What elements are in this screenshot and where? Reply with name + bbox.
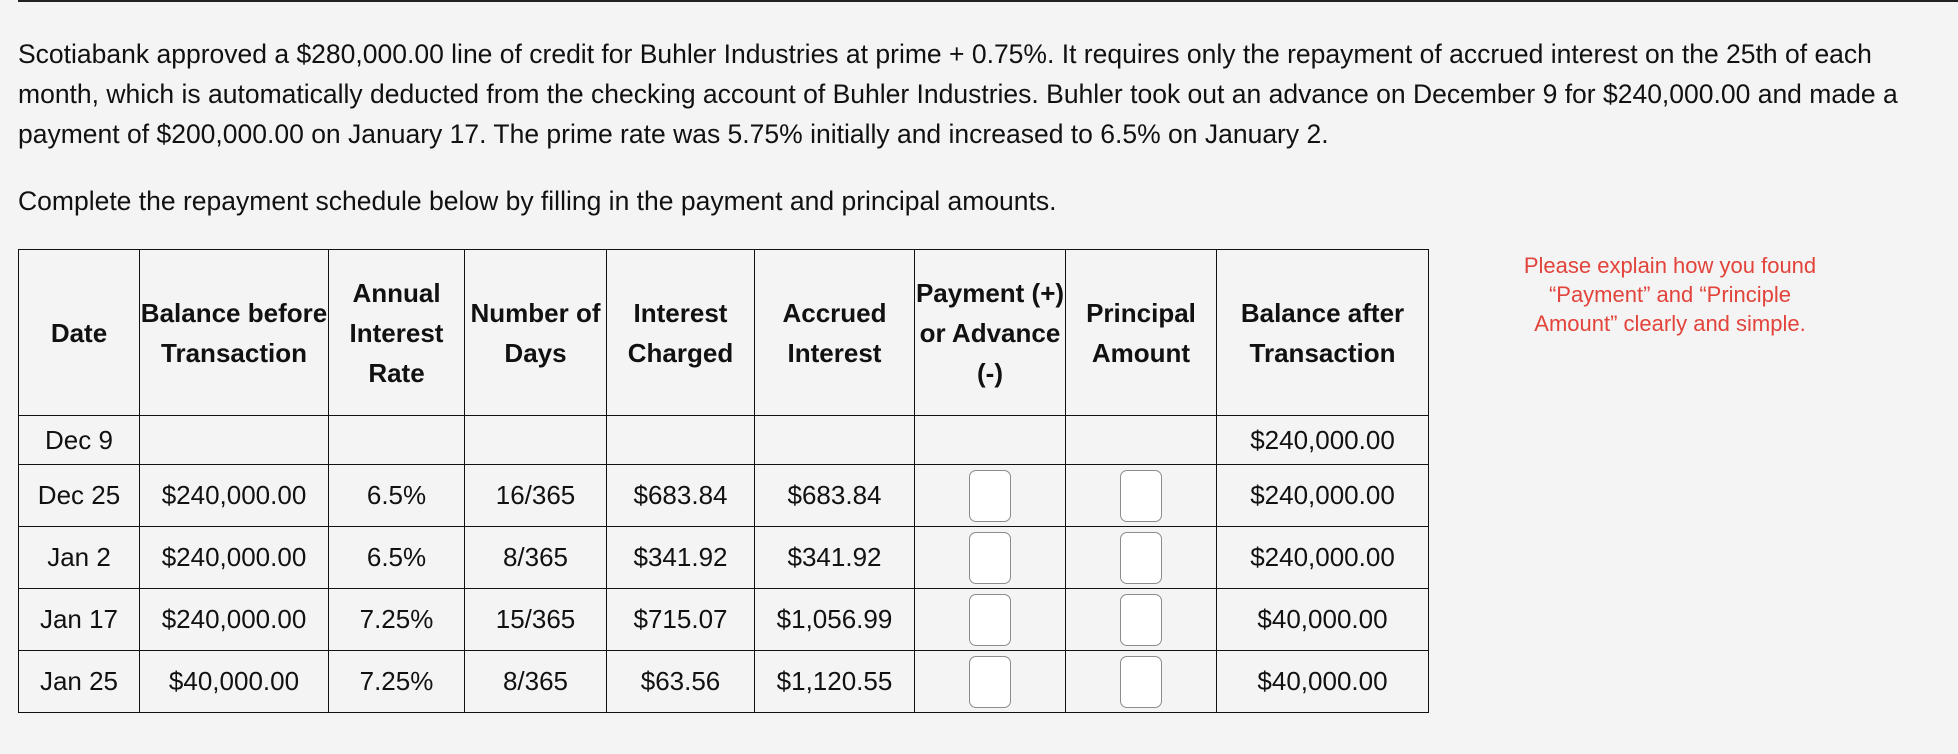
principal-input[interactable] — [1120, 594, 1162, 646]
cell-rate: 6.5% — [329, 465, 465, 527]
header-number-of-days: Number of Days — [465, 250, 607, 416]
cell-balance-before: $240,000.00 — [140, 589, 329, 651]
table-row — [19, 465, 1429, 527]
table-row — [19, 589, 1429, 651]
repayment-schedule-table — [18, 249, 1429, 713]
cell-principal — [1066, 416, 1217, 465]
cell-balance-after: $240,000.00 — [1217, 527, 1429, 589]
table-row — [19, 651, 1429, 713]
cell-principal — [1066, 465, 1217, 527]
cell-days — [465, 416, 607, 465]
cell-date: Jan 2 — [19, 527, 140, 589]
cell-accrued-interest: $683.84 — [755, 465, 915, 527]
payment-input[interactable] — [969, 594, 1011, 646]
principal-input[interactable] — [1120, 656, 1162, 708]
cell-accrued-interest: $1,120.55 — [755, 651, 915, 713]
cell-balance-after: $240,000.00 — [1217, 465, 1429, 527]
cell-days: 15/365 — [465, 589, 607, 651]
cell-date: Dec 25 — [19, 465, 140, 527]
cell-balance-after: $40,000.00 — [1217, 589, 1429, 651]
header-balance-after: Balance after Transaction — [1217, 250, 1429, 416]
cell-interest-charged: $341.92 — [607, 527, 755, 589]
cell-interest-charged — [607, 416, 755, 465]
table-header-row — [19, 250, 1429, 416]
table-row — [19, 416, 1429, 465]
cell-rate: 7.25% — [329, 651, 465, 713]
cell-rate — [329, 416, 465, 465]
cell-balance-after: $40,000.00 — [1217, 651, 1429, 713]
principal-input[interactable] — [1120, 532, 1162, 584]
cell-payment — [915, 589, 1066, 651]
cell-days: 8/365 — [465, 527, 607, 589]
cell-accrued-interest: $1,056.99 — [755, 589, 915, 651]
instruction-text: Complete the repayment schedule below by filling in the payment and principal amounts. — [18, 186, 1057, 216]
top-divider — [18, 0, 1958, 2]
cell-balance-before — [140, 416, 329, 465]
cell-accrued-interest — [755, 416, 915, 465]
payment-input[interactable] — [969, 532, 1011, 584]
cell-principal — [1066, 527, 1217, 589]
cell-date: Jan 25 — [19, 651, 140, 713]
cell-days: 16/365 — [465, 465, 607, 527]
problem-statement: Scotiabank approved a $280,000.00 line of credit for Buhler Industries at prime + 0.75%. It requires only the repayment of accrued interest on the 25th of each month, which is automatically deducted from the checking account of Buhler Industries. Buhler took out an advance on December 9 for $240,000.00 and made a payment of $200,000.00 on January 17. The prime rate was 5.75% initially and increased to 6.5% on January 2. — [18, 39, 1898, 149]
cell-interest-charged: $683.84 — [607, 465, 755, 527]
cell-principal — [1066, 651, 1217, 713]
cell-balance-before: $240,000.00 — [140, 527, 329, 589]
payment-input[interactable] — [969, 656, 1011, 708]
principal-input[interactable] — [1120, 470, 1162, 522]
header-annual-rate: Annual Interest Rate — [329, 250, 465, 416]
cell-payment — [915, 651, 1066, 713]
explanation-request-note: Please explain how you found “Payment” and “Principle Amount” clearly and simple. — [1523, 253, 1817, 336]
cell-rate: 6.5% — [329, 527, 465, 589]
table-row — [19, 527, 1429, 589]
header-interest-charged: Interest Charged — [607, 250, 755, 416]
cell-principal — [1066, 589, 1217, 651]
cell-payment — [915, 465, 1066, 527]
cell-balance-before: $240,000.00 — [140, 465, 329, 527]
header-principal-amount: Principal Amount — [1066, 250, 1217, 416]
cell-balance-after: $240,000.00 — [1217, 416, 1429, 465]
cell-date: Jan 17 — [19, 589, 140, 651]
header-payment-advance: Payment (+) or Advance (-) — [915, 250, 1066, 416]
cell-rate: 7.25% — [329, 589, 465, 651]
cell-interest-charged: $63.56 — [607, 651, 755, 713]
cell-interest-charged: $715.07 — [607, 589, 755, 651]
cell-accrued-interest: $341.92 — [755, 527, 915, 589]
cell-payment — [915, 527, 1066, 589]
cell-days: 8/365 — [465, 651, 607, 713]
header-date: Date — [19, 250, 140, 416]
header-balance-before: Balance before Transaction — [140, 250, 329, 416]
cell-balance-before: $40,000.00 — [140, 651, 329, 713]
header-accrued-interest: Accrued Interest — [755, 250, 915, 416]
cell-date: Dec 9 — [19, 416, 140, 465]
payment-input[interactable] — [969, 470, 1011, 522]
cell-payment — [915, 416, 1066, 465]
